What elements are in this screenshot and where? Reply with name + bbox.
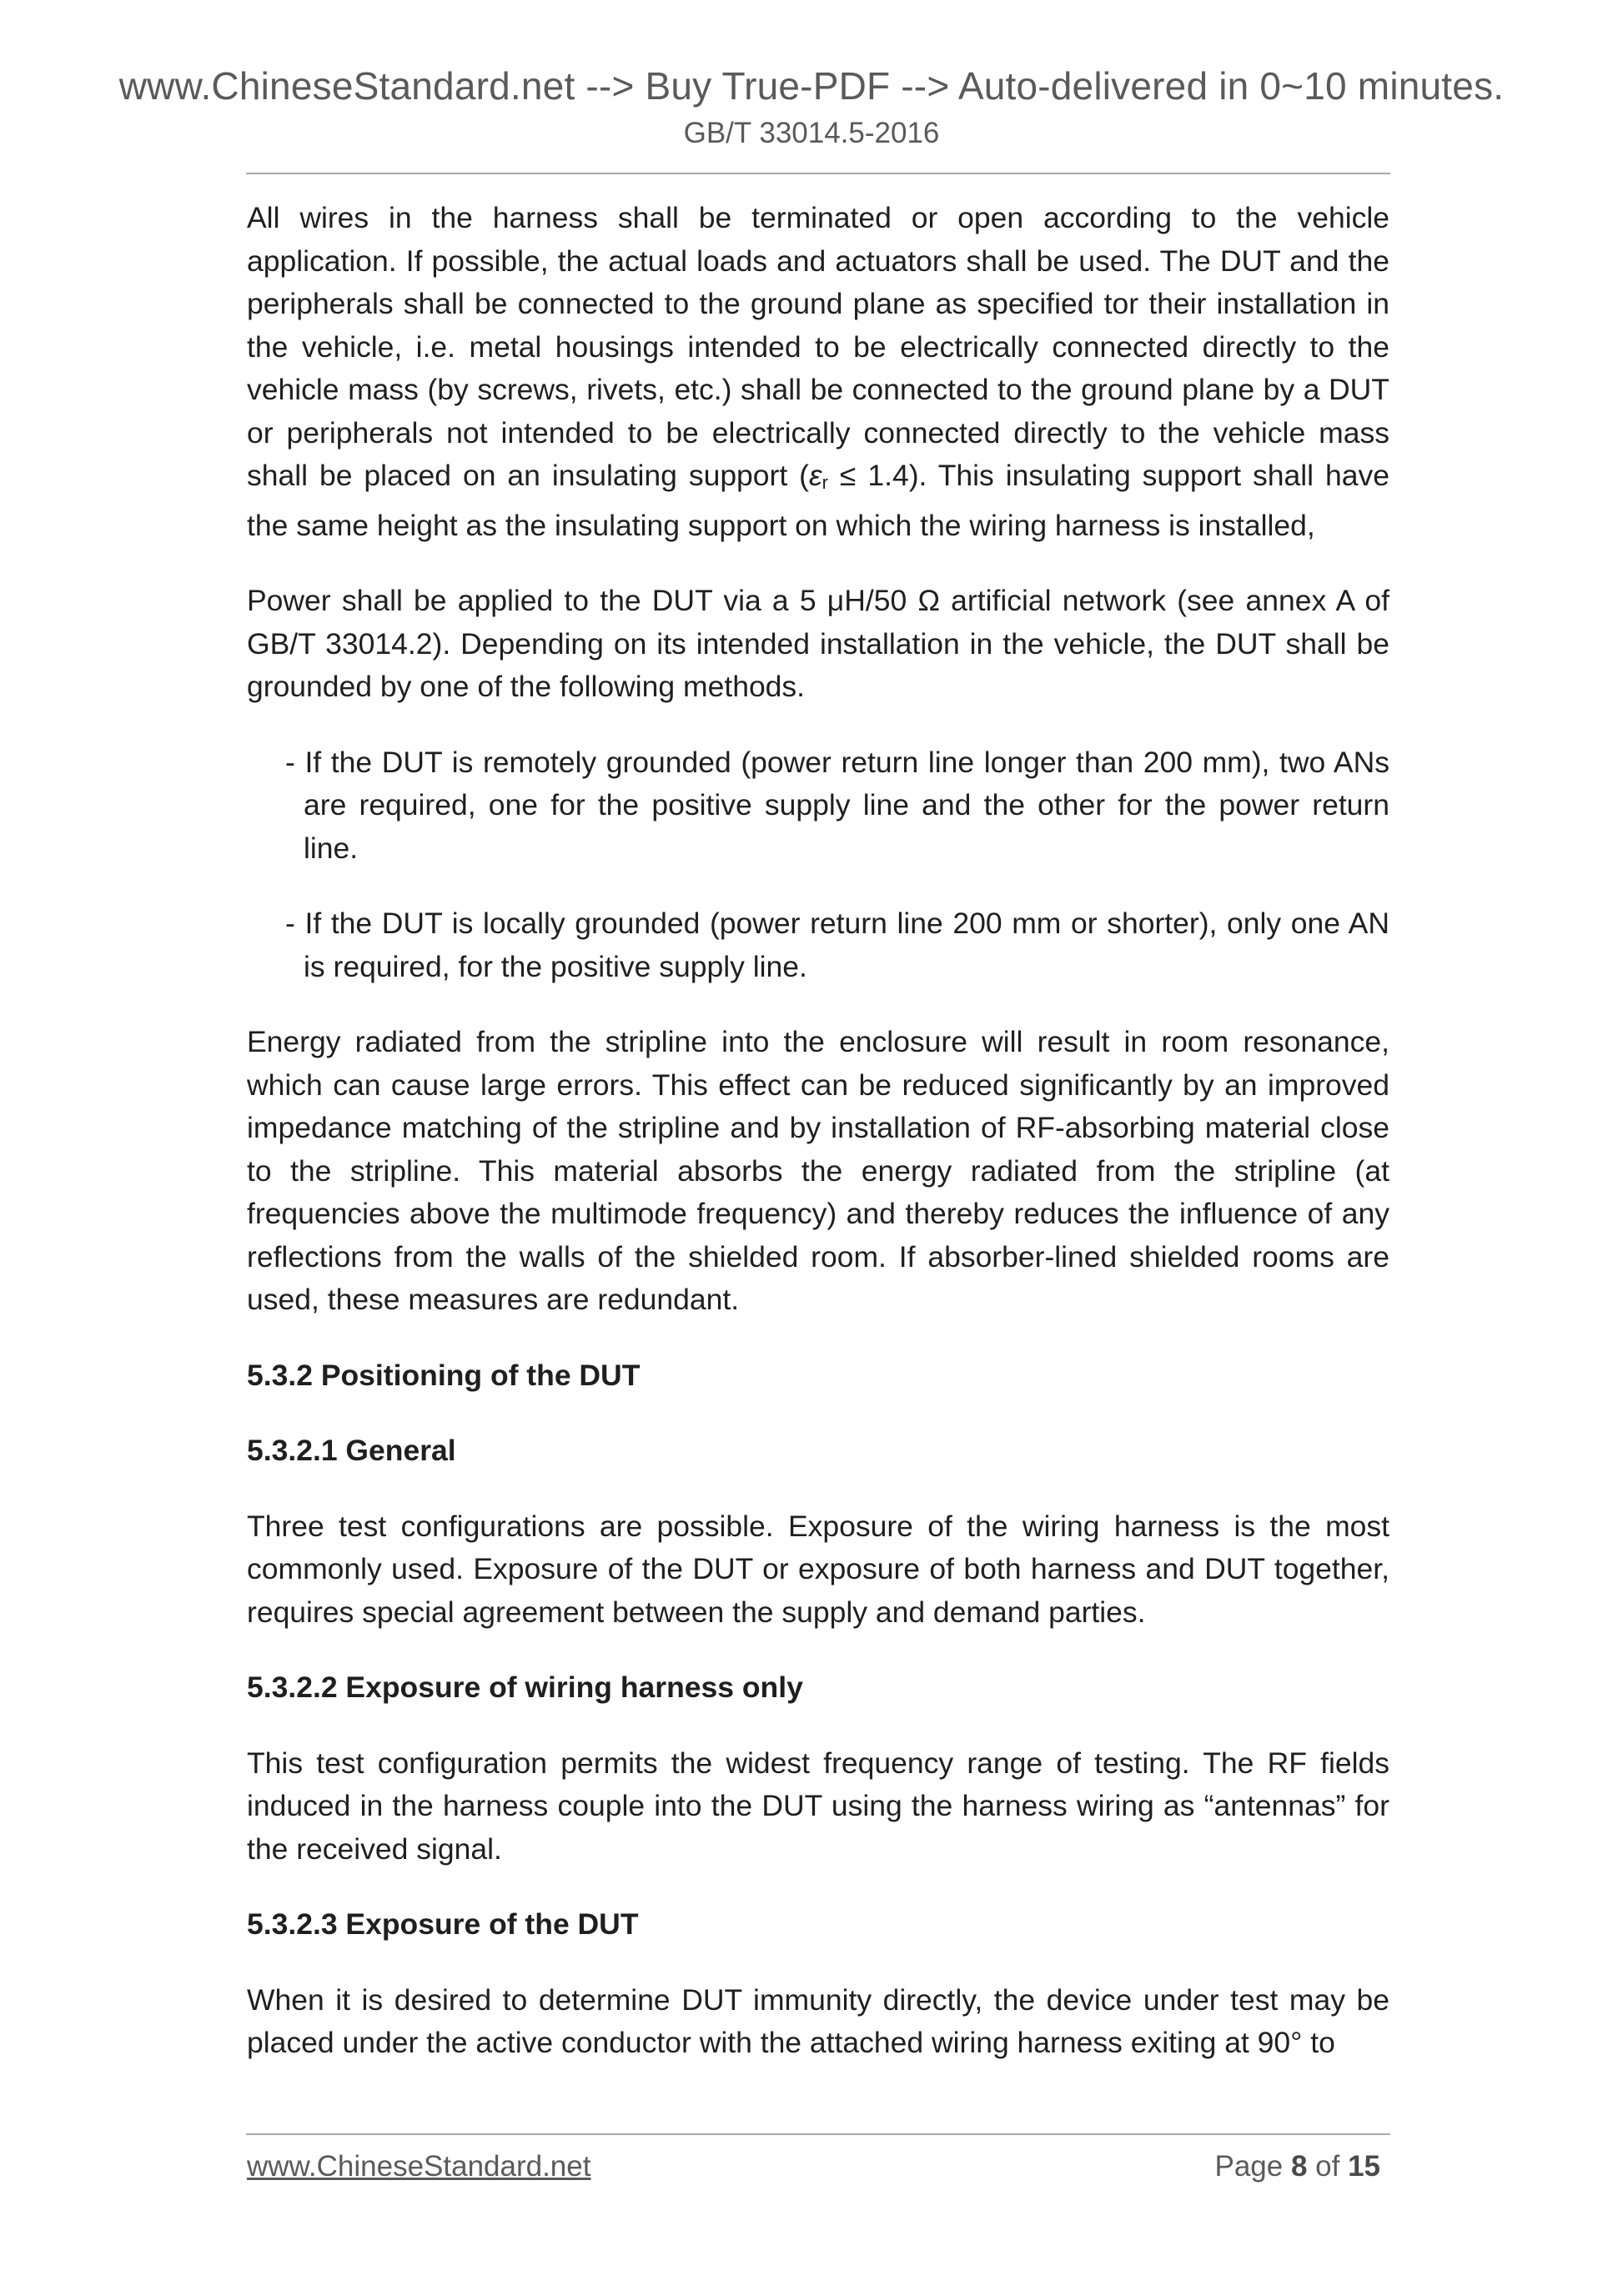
section-heading-harness-exposure: 5.3.2.2 Exposure of wiring harness only <box>247 1671 803 1704</box>
paragraph-room-resonance: Energy radiated from the stripline into the enclosure will result in room resonance, which can cause large errors. This effect can be reduced significantly by an improved impedance matching of the stripline and by installation of RF-absorbing material close to the stripline. This material absorbs the energy radiated from the stripline (at frequencies above the multimode frequency) and thereby reduces the influence of any reflections from the walls of the shielded room. If absorber-lined shielded rooms are used, these measures are redundant. <box>247 1025 1389 1316</box>
list-item-local-ground: - If the DUT is locally grounded (power return line 200 mm or shorter), only one AN is required, for the positive supply line. <box>285 907 1389 983</box>
page-content <box>247 197 1389 2098</box>
standard-code: GB/T 33014.5-2016 <box>683 117 940 149</box>
list-item-remote-ground: - If the DUT is remotely grounded (power return line longer than 200 mm), two ANs are required, one for the positive supply line and the other for the power return line. <box>285 745 1389 865</box>
paragraph-power-supply: Power shall be applied to the DUT via a 5 μH/50 Ω artificial network (see annex A of GB/T 33014.2). Depending on its intended installation in the vehicle, the DUT shall be grounded by one of the following methods. <box>247 584 1389 703</box>
section-heading-dut-exposure: 5.3.2.3 Exposure of the DUT <box>247 1907 639 1941</box>
header-banner[interactable]: www.ChineseStandard.net --> Buy True-PDF --> Auto-delivered in 0~10 minutes. <box>118 64 1505 108</box>
page-current: 8 <box>1290 2150 1308 2183</box>
section-heading-general: 5.3.2.1 General <box>247 1434 456 1467</box>
paragraph-test-configurations: Three test configurations are possible. Exposure of the wiring harness is the most commonly used. Exposure of the DUT or exposure of both harness and DUT together, requires special agreement between the supply and demand parties. <box>247 1509 1389 1629</box>
page-number <box>1214 2150 1380 2183</box>
footer-website-link[interactable]: www.ChineseStandard.net <box>247 2150 591 2183</box>
header-divider <box>246 173 1390 174</box>
footer-divider <box>246 2133 1390 2135</box>
paragraph-text: ≤ 1.4). This insulating support shall have the same height as the insulating support on which the wiring harness is installed, <box>247 459 1389 542</box>
paragraph-harness-termination <box>247 197 1389 547</box>
paragraph-harness-exposure: This test configuration permits the widest frequency range of testing. The RF fields induced in the harness couple into the DUT using the harness wiring as “antennas” for the received signal. <box>247 1746 1389 1866</box>
paragraph-dut-exposure: When it is desired to determine DUT immunity directly, the device under test may be placed under the active conductor with the attached wiring harness exiting at 90° to <box>247 1982 1389 2059</box>
page-of: of <box>1307 2150 1349 2183</box>
paragraph-text: All wires in the harness shall be terminated or open according to the vehicle application. If possible, the actual loads and actuators shall be used. The DUT and the peripherals shall be connected to the ground plane as specified tor their installation in the vehicle, i.e. metal housings intended to be electrically connected directly to the vehicle mass (by screws, rivets, etc.) shall be connected to the ground plane by a DUT or peripherals not intended to be electrically connected directly to the vehicle mass shall be placed on an insulating support ( <box>247 201 1389 492</box>
page-total: 15 <box>1348 2150 1380 2183</box>
section-heading-positioning: 5.3.2 Positioning of the DUT <box>247 1358 641 1392</box>
page-prefix: Page <box>1214 2150 1291 2183</box>
epsilon-subscript: r <box>822 472 828 493</box>
epsilon-symbol: ε <box>809 459 822 492</box>
